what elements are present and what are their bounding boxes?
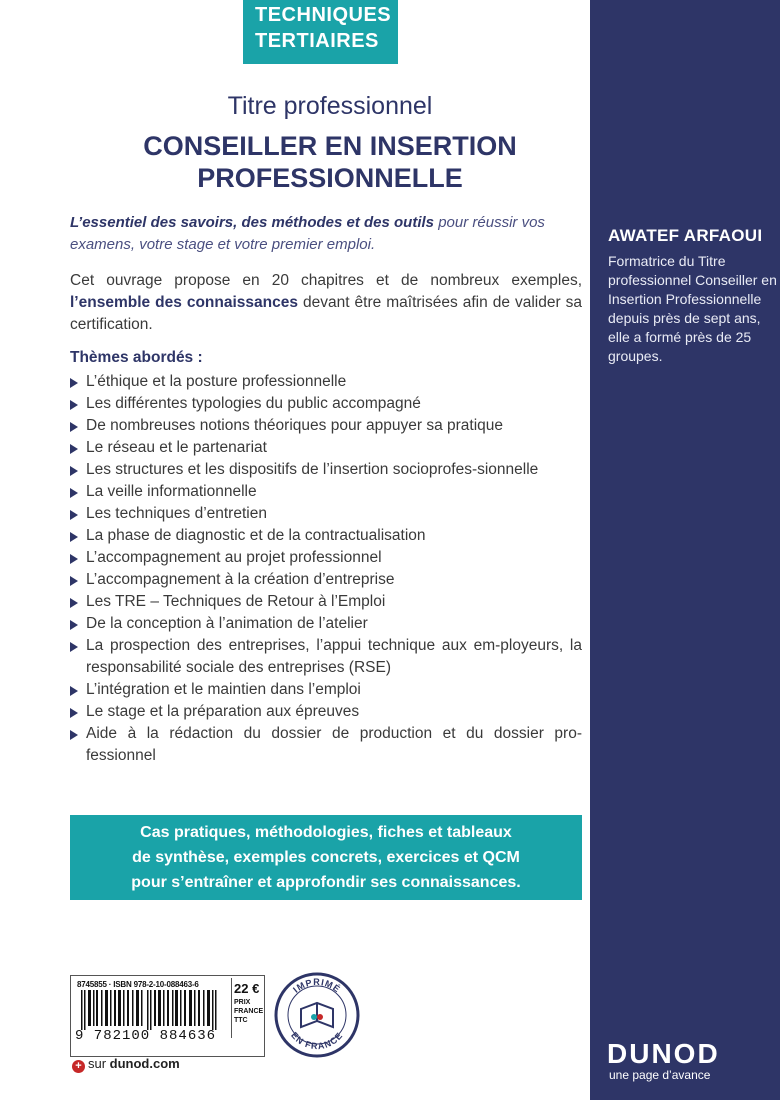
intro-part2: devant être maîtrisées afin de valider sa certification. bbox=[70, 294, 582, 333]
callout-line1: Cas pratiques, méthodologies, fiches et tableaux bbox=[140, 824, 512, 841]
theme-item: L’éthique et la posture professionnelle bbox=[70, 371, 582, 393]
author-bio: Formatrice du Titre professionnel Conseiller en Insertion Professionnelle depuis près de sept ans, elle a formé près de 25 groupes. bbox=[608, 253, 777, 364]
printed-in-france-seal-icon bbox=[273, 971, 361, 1059]
features-callout bbox=[70, 815, 582, 900]
series-line1: TECHNIQUES bbox=[255, 4, 392, 26]
triangle-bullet-icon bbox=[70, 554, 78, 564]
intro-paragraph bbox=[70, 270, 582, 336]
isbn-text: 8745855 · ISBN 978-2-10-088463-6 bbox=[77, 980, 199, 989]
themes-list bbox=[70, 371, 582, 767]
barcode-digits: 9 782100 884636 bbox=[75, 1028, 217, 1044]
callout-line2: de synthèse, exemples concrets, exercices et QCM bbox=[132, 849, 520, 866]
triangle-bullet-icon bbox=[70, 466, 78, 476]
triangle-bullet-icon bbox=[70, 730, 78, 740]
theme-item: Le réseau et le partenariat bbox=[70, 437, 582, 459]
theme-item: Les techniques d’entretien bbox=[70, 503, 582, 525]
price-note: PRIX FRANCE TTC bbox=[234, 999, 264, 1024]
series-line2: TERTIAIRES bbox=[255, 30, 379, 52]
theme-item: L’accompagnement à la création d’entreprise bbox=[70, 569, 582, 591]
theme-item: La veille informationnelle bbox=[70, 481, 582, 503]
theme-item: Les structures et les dispositifs de l’insertion socioprofes-sionnelle bbox=[70, 459, 582, 481]
triangle-bullet-icon bbox=[70, 576, 78, 586]
triangle-bullet-icon bbox=[70, 378, 78, 388]
theme-item: La prospection des entreprises, l’appui technique aux em-ployeurs, la responsabilité sociale des entreprises (RSE) bbox=[70, 635, 582, 679]
triangle-bullet-icon bbox=[70, 642, 78, 652]
svg-text:IMPRIMÉ: IMPRIMÉ bbox=[291, 977, 343, 995]
intro-bold: l’ensemble des connaissances bbox=[70, 294, 298, 311]
triangle-bullet-icon bbox=[70, 708, 78, 718]
lead-bold: L’essentiel des savoirs, des méthodes et des outils bbox=[70, 214, 435, 231]
theme-item: L’intégration et le maintien dans l’emploi bbox=[70, 679, 582, 701]
title-line1: CONSEILLER EN INSERTION bbox=[143, 131, 517, 161]
triangle-bullet-icon bbox=[70, 510, 78, 520]
theme-item: Les différentes typologies du public accompagné bbox=[70, 393, 582, 415]
divider bbox=[231, 978, 232, 1038]
plus-icon: + bbox=[72, 1060, 85, 1073]
publisher-tagline: une page d’avance bbox=[609, 1068, 711, 1082]
triangle-bullet-icon bbox=[70, 488, 78, 498]
website-link[interactable] bbox=[72, 1056, 180, 1073]
theme-item: De nombreuses notions théoriques pour appuyer sa pratique bbox=[70, 415, 582, 437]
theme-item: De la conception à l’animation de l’atelier bbox=[70, 613, 582, 635]
web-site: dunod.com bbox=[109, 1056, 180, 1071]
theme-item: Le stage et la préparation aux épreuves bbox=[70, 701, 582, 723]
theme-item: Aide à la rédaction du dossier de production et du dossier pro-fessionnel bbox=[70, 723, 582, 767]
book-title bbox=[70, 130, 590, 194]
triangle-bullet-icon bbox=[70, 598, 78, 608]
themes-heading: Thèmes abordés : bbox=[70, 349, 203, 366]
series-badge bbox=[243, 0, 398, 64]
callout-line3: pour s’entraîner et approfondir ses connaissances. bbox=[131, 874, 521, 891]
triangle-bullet-icon bbox=[70, 422, 78, 432]
price: 22 € bbox=[234, 981, 260, 996]
lead-rest: pour réussir vos examens, votre stage et votre premier emploi. bbox=[70, 214, 545, 253]
theme-item: L’accompagnement au projet professionnel bbox=[70, 547, 582, 569]
author-panel bbox=[590, 0, 780, 1100]
title-prefix: Titre professionnel bbox=[227, 92, 433, 120]
barcode-icon bbox=[77, 990, 227, 1030]
triangle-bullet-icon bbox=[70, 686, 78, 696]
title-line2: PROFESSIONNELLE bbox=[197, 163, 463, 193]
intro-part1: Cet ouvrage propose en 20 chapitres et de nombreux exemples, bbox=[70, 272, 582, 289]
barcode-box bbox=[70, 975, 265, 1057]
publisher-logo: DUNOD bbox=[607, 1038, 720, 1069]
triangle-bullet-icon bbox=[70, 400, 78, 410]
svg-text:EN FRANCE: EN FRANCE bbox=[289, 1030, 345, 1052]
triangle-bullet-icon bbox=[70, 532, 78, 542]
lead-paragraph bbox=[70, 212, 580, 256]
theme-item: La phase de diagnostic et de la contractualisation bbox=[70, 525, 582, 547]
web-prefix: sur bbox=[88, 1056, 110, 1071]
author-name: AWATEF ARFAOUI bbox=[608, 226, 763, 245]
theme-item: Les TRE – Techniques de Retour à l’Emploi bbox=[70, 591, 582, 613]
triangle-bullet-icon bbox=[70, 444, 78, 454]
triangle-bullet-icon bbox=[70, 620, 78, 630]
